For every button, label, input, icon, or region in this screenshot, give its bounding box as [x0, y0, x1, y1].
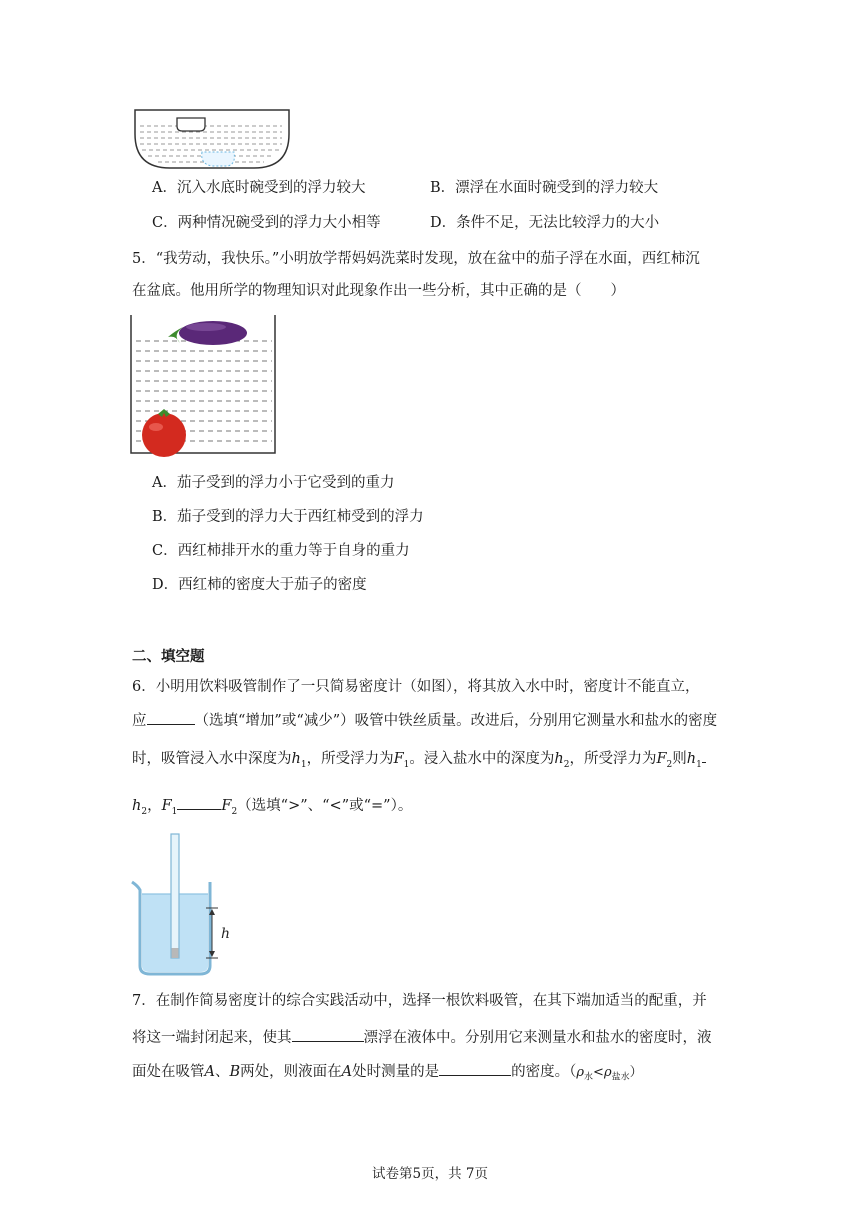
- q5-option-a: A．茄子受到的浮力小于它受到的重力: [152, 475, 395, 491]
- q6-stem-line2: 应 （选填“增加”或“减少”）吸管中铁丝质量。改进后，分别用它测量水和盐水的密度: [132, 710, 717, 731]
- q6-stem-line4: $h_2$，$F_1$ $F_2$（选填“>”、“<”或“=”）。: [132, 795, 412, 822]
- beaker-h-label: h: [221, 926, 231, 942]
- page-footer: 试卷第5页，共 7页: [372, 1166, 488, 1182]
- q6-blank-1: [147, 710, 195, 725]
- q7-stem-line3: 面处在吸管A、B两处，则液面在A处时测量的是 的密度。$(\rho_水<\rho_{盐水})$: [132, 1061, 643, 1088]
- q4-option-a: A．沉入水底时碗受到的浮力较大: [152, 180, 366, 196]
- q6-blank-2: [702, 748, 706, 763]
- bowl-figure: [132, 104, 292, 174]
- q6-stem-line1: 6．小明用饮料吸管制作了一只简易密度计（如图），将其放入水中时，密度计不能直立，: [132, 679, 700, 695]
- q7-blank-1: [292, 1027, 364, 1042]
- q6-blank-3: [177, 795, 221, 810]
- beaker-figure: [128, 830, 248, 980]
- q4-option-d: D．条件不足，无法比较浮力的大小: [430, 215, 660, 231]
- q4-option-b: B．漂浮在水面时碗受到的浮力较大: [430, 180, 659, 196]
- q7-stem-line1: 7．在制作简易密度计的综合实践活动中，选择一根饮料吸管，在其下端加适当的配重，并: [132, 993, 707, 1009]
- basin-figure: [128, 313, 278, 458]
- q5-stem-line2: 在盆底。他用所学的物理知识对此现象作出一些分析，其中正确的是（ ）: [132, 283, 625, 299]
- q5-option-b: B．茄子受到的浮力大于西红柿受到的浮力: [152, 509, 424, 525]
- q5-option-d: D．西红柿的密度大于茄子的密度: [152, 577, 367, 593]
- q5-stem-line1: 5．“我劳动，我快乐。”小明放学帮妈妈洗菜时发现，放在盆中的茄子浮在水面，西红柿沉: [132, 251, 700, 267]
- q6-stem-line3: 时，吸管浸入水中深度为$h_1$，所受浮力为$F_1$。浸入盐水中的深度为$h_2$，所受浮力为$F_2$则$h_1$: [132, 748, 706, 775]
- q7-stem-line2: 将这一端封闭起来，使其 漂浮在液体中。分别用它来测量水和盐水的密度时，液: [132, 1027, 712, 1048]
- q5-option-c: C．西红柿排开水的重力等于自身的重力: [152, 543, 410, 559]
- q7-blank-2: [439, 1061, 511, 1076]
- q4-option-c: C．两种情况碗受到的浮力大小相等: [152, 215, 381, 231]
- section-title: 二、填空题: [132, 649, 205, 665]
